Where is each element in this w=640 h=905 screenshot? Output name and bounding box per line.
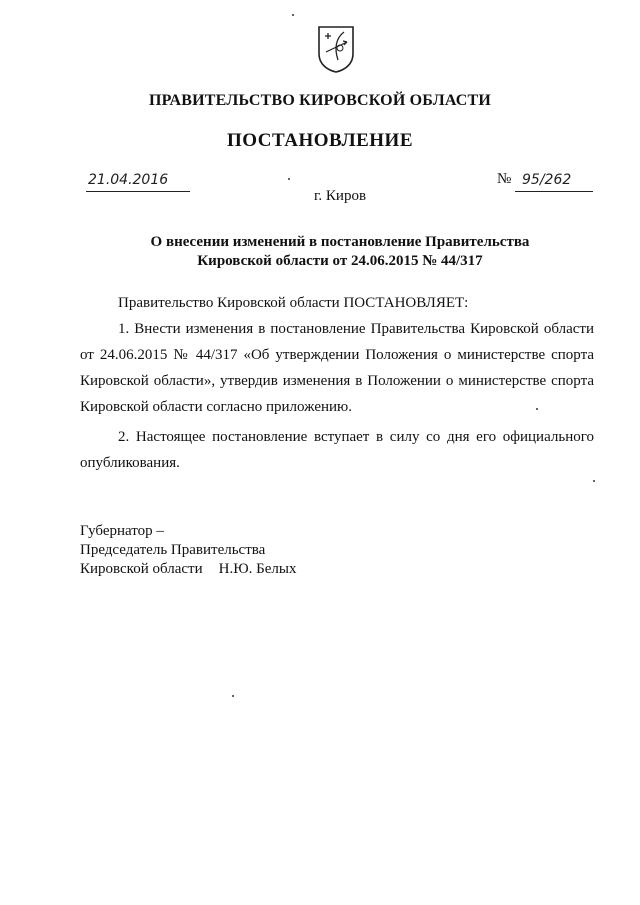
body-paragraph-1: Правительство Кировской области ПОСТАНОВЛЯЕТ: bbox=[118, 295, 469, 311]
scan-speck bbox=[593, 480, 595, 482]
number-label: № bbox=[497, 171, 512, 187]
document-date: 21.04.2016 bbox=[88, 172, 169, 188]
organization-title: ПРАВИТЕЛЬСТВО КИРОВСКОЙ ОБЛАСТИ bbox=[148, 92, 492, 109]
scan-speck bbox=[292, 14, 294, 16]
signature-line-1: Губернатор – bbox=[80, 523, 164, 539]
signature-line-3: Кировской области bbox=[80, 561, 203, 577]
coat-of-arms-icon bbox=[316, 24, 356, 74]
signature-line-2: Председатель Правительства bbox=[80, 542, 266, 558]
body-paragraph-3: 2. Настоящее постановление вступает в силу со дня его официального опубликования. bbox=[80, 429, 594, 471]
city: г. Киров bbox=[313, 188, 367, 204]
title-line-1: О внесении изменений в постановление Правительства bbox=[150, 234, 530, 250]
signatory-name: Н.Ю. Белых bbox=[218, 561, 297, 577]
signature-block bbox=[80, 522, 296, 579]
scan-speck bbox=[536, 408, 538, 410]
document-number: 95/262 bbox=[522, 172, 572, 188]
document-title bbox=[80, 233, 600, 271]
document-type: ПОСТАНОВЛЕНИЕ bbox=[226, 130, 414, 151]
body-paragraph-2: 1. Внести изменения в постановление Правительства Кировской области от 24.06.2015 № 44/317 «Об утверждении Положения о министерстве спорта Кировской области», утвердив изменения в Положении о министерстве спорта Кировской области согласно приложению. bbox=[80, 321, 594, 415]
scan-speck bbox=[288, 178, 290, 180]
title-line-2: Кировской области от 24.06.2015 № 44/317 bbox=[197, 253, 483, 269]
scan-speck bbox=[232, 695, 234, 697]
